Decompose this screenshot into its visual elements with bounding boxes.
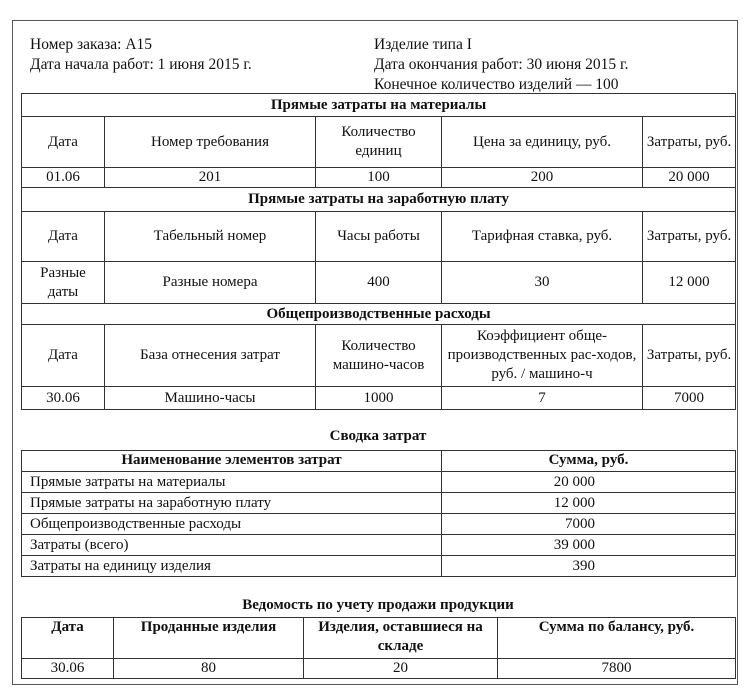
col-header: Затраты, руб. [643, 117, 736, 168]
summary-row [22, 514, 736, 535]
col-header: Наименование элементов затрат [22, 451, 442, 472]
col-header: Коэффициент обще-производственных рас-ходов, руб. / машино-ч [442, 325, 643, 387]
cell: 7 [442, 387, 643, 410]
col-header: Сумма, руб. [442, 451, 736, 472]
overhead-row [22, 387, 736, 410]
cell: Машино-часы [105, 387, 316, 410]
cell: 30 [442, 262, 643, 304]
cell: 20 000 [643, 168, 736, 188]
order-number: Номер заказа: А15 [30, 36, 153, 53]
col-header: Дата [22, 212, 105, 262]
cell: Прямые затраты на материалы [22, 472, 442, 493]
overhead-header-row [22, 325, 736, 387]
summary-row [22, 472, 736, 493]
cell: 01.06 [22, 168, 105, 188]
summary-table [21, 450, 736, 577]
sales-header-row [22, 618, 736, 659]
col-header: Затраты, руб. [643, 212, 736, 262]
final-quantity: Конечное количество изделий — 100 [374, 76, 619, 93]
cell: 30.06 [22, 659, 114, 679]
col-header: Тарифная ставка, руб. [442, 212, 643, 262]
summary-row [22, 493, 736, 514]
cell: 80 [114, 659, 304, 679]
cell: Разные даты [22, 262, 105, 304]
materials-title: Прямые затраты на материалы [22, 94, 736, 117]
order-info-right [374, 35, 629, 95]
col-header: Затраты, руб. [643, 325, 736, 387]
sales-row [22, 659, 736, 679]
summary-row [22, 556, 736, 577]
cell: 20 000 [442, 472, 736, 493]
order-info-left [30, 35, 252, 75]
labor-row [22, 262, 736, 304]
col-header: Табельный номер [105, 212, 316, 262]
cell: Затраты (всего) [22, 535, 442, 556]
col-header: Сумма по балансу, руб. [498, 618, 736, 659]
cell: 7000 [442, 514, 736, 535]
product-type: Изделие типа I [374, 36, 472, 53]
cell: 200 [442, 168, 643, 188]
cell: 12 000 [442, 493, 736, 514]
col-header: Количество единиц [316, 117, 442, 168]
materials-row [22, 168, 736, 188]
job-cost-table [21, 93, 736, 410]
cell: 20 [304, 659, 498, 679]
cell: Затраты на единицу изделия [22, 556, 442, 577]
cell: 30.06 [22, 387, 105, 410]
col-header: Проданные изделия [114, 618, 304, 659]
col-header: Цена за единицу, руб. [442, 117, 643, 168]
col-header: Дата [22, 618, 114, 659]
cell: 7800 [498, 659, 736, 679]
cell: 400 [316, 262, 442, 304]
col-header: Дата [22, 325, 105, 387]
cell: 100 [316, 168, 442, 188]
col-header: Номер требования [105, 117, 316, 168]
cell: Общепроизводственные расходы [22, 514, 442, 535]
summary-row [22, 535, 736, 556]
sales-table [21, 617, 736, 679]
col-header: База отнесения затрат [105, 325, 316, 387]
col-header: Дата [22, 117, 105, 168]
col-header: Изделия, оставшиеся на складе [304, 618, 498, 659]
cell: 39 000 [442, 535, 736, 556]
overhead-title: Общепроизводственные расходы [22, 304, 736, 325]
cell: 390 [442, 556, 736, 577]
col-header: Часы работы [316, 212, 442, 262]
cell: Прямые затраты на заработную плату [22, 493, 442, 514]
sales-title: Ведомость по учету продажи продукции [242, 597, 514, 613]
summary-title: Сводка затрат [329, 428, 427, 444]
cell: 7000 [643, 387, 736, 410]
labor-title: Прямые затраты на заработную плату [22, 188, 736, 212]
end-date: Дата окончания работ: 30 июня 2015 г. [374, 56, 629, 73]
cell: 12 000 [643, 262, 736, 304]
cell: 201 [105, 168, 316, 188]
cell: Разные номера [105, 262, 316, 304]
col-header: Количество машино-часов [316, 325, 442, 387]
start-date: Дата начала работ: 1 июня 2015 г. [30, 56, 252, 73]
labor-header-row [22, 212, 736, 262]
cell: 1000 [316, 387, 442, 410]
materials-header-row [22, 117, 736, 168]
